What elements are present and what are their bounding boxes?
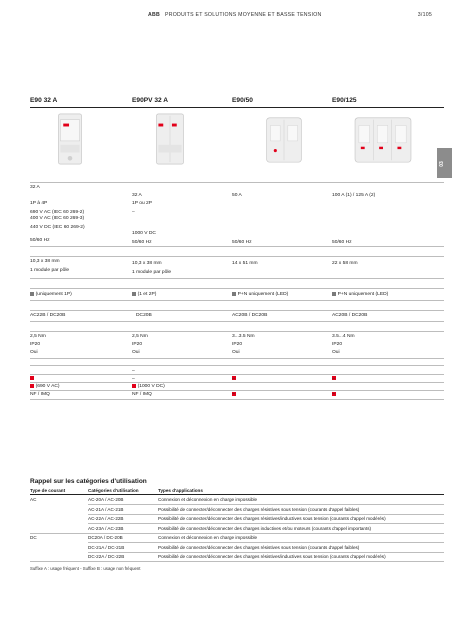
col3-cert: –: [232, 392, 235, 397]
col2-torque: 2,5 Nm: [132, 334, 148, 339]
product-title-e90-50: E90/50: [232, 97, 253, 104]
cat-row-divider: [88, 514, 444, 515]
col3-frequency: 50/60 Hz: [232, 240, 252, 245]
col2-voltage-ac: –: [132, 210, 135, 215]
cat-row-category: DC-21A / DC-21B: [88, 545, 125, 550]
cat-row-divider: [88, 552, 444, 553]
spec-divider: [30, 358, 444, 359]
spec-divider: [30, 374, 444, 375]
cat-row-divider: [88, 504, 444, 505]
col2-poles: 1P ou 2P: [132, 201, 153, 206]
col2-option-2: –: [132, 376, 135, 382]
cat-row-divider: [88, 523, 444, 524]
categories-title: Rappel sur les catégories d'utilisation: [30, 478, 147, 485]
cat-row-category: AC-21A / AC-21B: [88, 507, 124, 512]
col1-poles: 1P à 4P: [30, 201, 48, 206]
spec-divider: [30, 310, 444, 311]
spec-divider: [30, 321, 444, 322]
spec-divider: [30, 399, 444, 400]
col4-category: AC20B / DC20B: [332, 313, 368, 318]
col2-module: 1 module par pôle: [132, 270, 172, 275]
col4-indicator: P+N uniquement (LED): [332, 292, 388, 297]
indicator-marker-icon: [30, 292, 34, 296]
col3-ip: IP20: [232, 342, 243, 347]
cat-row-application: Possibilité de connecter/déconnecter des charges résistives sous tension (courants d'appel faibles): [158, 545, 360, 550]
available-marker-icon: [30, 384, 34, 388]
spec-divider: [30, 300, 444, 301]
col3-sealable: Oui: [232, 350, 240, 355]
product-title-e90pv: E90PV 32 A: [132, 97, 169, 104]
col2-ip: IP20: [132, 342, 143, 347]
spec-divider: [30, 382, 444, 383]
cat-row-category: AC-23A / AC-23B: [88, 526, 124, 531]
page-number: 3/105: [417, 12, 432, 18]
col3-torque: 3...3.5 Nm: [232, 334, 255, 339]
product-image-e90-50: [262, 112, 306, 166]
col2-sealable: Oui: [132, 350, 140, 355]
col1-torque: 2,5 Nm: [30, 334, 46, 339]
brand-logo: ABB: [148, 12, 160, 18]
col4-option-2: –: [332, 376, 335, 382]
col2-cert: NF / IMQ: [132, 392, 152, 397]
col1-module: 1 module par pôle: [30, 268, 70, 273]
col4-frequency: 50/60 Hz: [332, 240, 352, 245]
col3-fuse-size: 14 x 51 mm: [232, 261, 258, 266]
product-image-e90-32a: [50, 112, 90, 166]
spec-divider: [30, 331, 444, 332]
available-marker-icon: [132, 384, 136, 388]
indicator-marker-icon: [132, 292, 136, 296]
cat-header-rule: [30, 494, 444, 495]
section-tab-label: 03: [438, 161, 445, 167]
col4-cert: –: [332, 392, 335, 397]
col2-fuse-size: 10,3 x 38 mm: [132, 261, 162, 266]
cat-row-application: Possibilité de connecter/déconnecter des charges résistives sous tension (courants d'appel faibles): [158, 507, 360, 512]
col2-indicator: (1 et 2P): [132, 292, 156, 297]
cat-row-application: Connexion et déconnexion en charge impossible: [158, 535, 258, 540]
col1-category: AC22B / DC20B: [30, 313, 66, 318]
spec-divider: [30, 390, 444, 391]
title-rule: [30, 107, 444, 108]
col2-volt-marker: (1000 V DC): [132, 384, 165, 389]
col2-frequency: 50/60 Hz: [132, 240, 152, 245]
col4-torque: 3.5...4 Nm: [332, 334, 355, 339]
spec-divider: [30, 182, 444, 183]
cat-row-divider: [30, 533, 444, 534]
cat-row-category: AC-22A / AC-22B: [88, 516, 124, 521]
product-image-e90pv: [150, 112, 190, 166]
col4-ip: IP20: [332, 342, 343, 347]
col3-indicator: P+N uniquement (LED): [232, 292, 288, 297]
col3-option-2: –: [232, 376, 235, 382]
spec-divider: [30, 246, 444, 247]
col1-voltage-3: 440 V DC (IEC 60 269-2): [30, 225, 85, 230]
cat-header-category: Catégories d'utilisation: [88, 488, 139, 493]
col1-voltage-2: 400 V AC (IEC 60 269-3): [30, 216, 85, 221]
cat-header-type: Type de courant: [30, 488, 66, 493]
col3-current: 50 A: [232, 193, 242, 198]
spec-divider: [30, 365, 444, 366]
col2-category: DC20B: [136, 313, 152, 318]
spec-divider: [30, 288, 444, 289]
product-title-e90-32a: E90 32 A: [30, 97, 58, 104]
col4-fuse-size: 22 x 58 mm: [332, 261, 358, 266]
product-title-e90-125: E90/125: [332, 97, 357, 104]
col4-current: 100 A (1) / 125 A (2): [332, 193, 376, 198]
cat-row-category: AC-20A / AC-20B: [88, 497, 124, 502]
spec-divider: [30, 256, 444, 257]
col1-sealable: Oui: [30, 350, 38, 355]
spec-divider: [30, 278, 444, 279]
cat-row-type: AC: [30, 497, 37, 502]
col1-frequency: 50/60 Hz: [30, 238, 50, 243]
cat-row-application: Possibilité de connecter/déconnecter des charges résistives/inductives sous tension (courants d'appel modérés): [158, 554, 386, 559]
categories-footnote: Suffixe A : usage fréquent - Suffixe B : usage non fréquent: [30, 566, 141, 571]
col1-indicator: (uniquement 1P): [30, 292, 72, 297]
col1-cert: NF / IMQ: [30, 392, 50, 397]
cat-row-category: DC-22A / DC-22B: [88, 554, 125, 559]
cat-row-application: Possibilité de connecter/déconnecter des charges résistives/inductives sous tension (courants d'appel modérés): [158, 516, 386, 521]
col3-category: AC20B / DC20B: [232, 313, 268, 318]
indicator-marker-icon: [232, 292, 236, 296]
header-title: PRODUITS ET SOLUTIONS MOYENNE ET BASSE TENSION: [165, 12, 322, 18]
cat-row-divider: [30, 561, 444, 562]
cat-row-type: DC: [30, 535, 37, 540]
section-tab[interactable]: [437, 148, 452, 178]
col1-voltage-1: 690 V AC (IEC 60 269-2): [30, 210, 85, 215]
cat-row-application: Connexion et déconnexion en charge impossible: [158, 497, 258, 502]
col2-option-1: –: [132, 368, 135, 374]
col1-fuse-size: 10,3 x 38 mm: [30, 259, 60, 264]
indicator-marker-icon: [332, 292, 336, 296]
product-image-e90-125: [352, 112, 414, 166]
cat-row-divider: [88, 542, 444, 543]
col1-current: 32 A: [30, 185, 40, 190]
col1-ip: IP20: [30, 342, 41, 347]
cat-row-application: Possibilité de connecter/déconnecter des charges inductives et/ou moteurs (courants d'appel importants): [158, 526, 372, 531]
cat-header-application: Types d'applications: [158, 488, 203, 493]
cat-row-category: DC20A / DC-20B: [88, 535, 123, 540]
col4-sealable: Oui: [332, 350, 340, 355]
col2-current: 32 A: [132, 193, 142, 198]
col1-volt-marker: (690 V AC): [30, 384, 60, 389]
col2-voltage-dc: 1000 V DC: [132, 231, 156, 236]
